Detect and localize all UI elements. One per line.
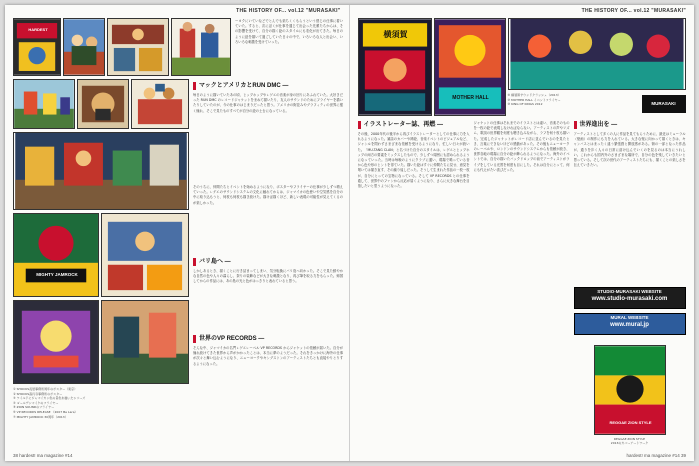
left-folio: 38 hardest! ma magazine #14 [13,453,73,458]
mural-url[interactable]: www.mural.jp [610,322,649,328]
right-folio: hardest! ma magazine #14 39 [626,453,686,458]
art-illustration-4 [171,18,231,76]
caption-3: ③ ワイルドにジャマイカン色の景色を描いたシリーズ [13,396,86,401]
left-body-column-d: しかしあるとき、描くことに行き詰まってしまい、気分転換にバリ島へ向かった。そこで見た鮮やかな自然の色や人々の暮らし、祭りの装飾などが大きな刺激となり、再び筆を取る力をもらった。帰国してからの作品には、あの島の光と色がはっきりと表れていると思う。 [193,269,343,284]
art-mighty-jamrock [13,213,99,297]
caption-1: ① SHOCKS長居事務所周年のポスター（東京） [13,387,78,391]
mural-label: MURAL WEBSITE [610,315,649,320]
heading-world: 世界進出を — [574,121,686,129]
caption-2: ② SHOCKS高円寺事務所のポスター [13,391,63,396]
caption-4: ④ ゴールデンマイクのフライヤー [13,400,59,405]
logo-badge-text: HARDEST [28,27,48,32]
art-illustration-2 [63,18,105,76]
mural-link-box[interactable] [574,313,686,335]
heading-rundmc: マックとアメリカとRUN DMC — [193,82,343,90]
left-page [5,5,350,461]
right-running-head: THE HISTORY OF... vol.12 "MURASAKI" [581,8,686,14]
heading-bari: バリ島へ — [193,258,343,266]
website-link-box[interactable] [574,287,686,309]
art-illustration-10 [13,300,99,384]
right-captions [508,93,638,115]
right-body-column-a: その後、2000年代の後半から再びイラストレーターとしての仕事に力を入れるようになった。雑誌のカバーや挿絵、音楽イベントのビジュアルなど、ジャンルを問わずさまざまな依頼を受けるようになり、忙しい日々が続いた。「MU-TANG CLAN」と名づけた自分のスタイルは、レゲエとヒップホップの両方の要素をミックスしたもので、少しずつ周囲にも認められるようになっていった。当時は毎晩のようにクラブに通い、現場で鳴っている音から色や形のヒントを得ていた。描いた絵はすぐに仲間たちに見せ、意見を聞いては描き直す、その繰り返しだった。そうして生まれた作品の一枚一枚が、自分にとっての宝物になっている。そして VP RECORDS との仕事を通して、世界中のファンから反応が届くようになり、さらに大きな舞台を目指したいと思うようになった。 [357,132,470,189]
heading-illustrator: イラストレーター誌、再燃 — [358,121,508,129]
art-reggae-zion-style [594,345,666,435]
magazine-spread [5,5,694,461]
art-king-of-kings [508,18,686,90]
mighty-jamrock-badge: MIGHTY JAMROCK [36,272,78,277]
right-body-column-b: ジャケットの仕事はそれまでのイラストとは違い、音楽そのものを一枚の絵で表現しなければならない。アーティストの声やリズム、歌詞の世界観を何度も聴き込みながら、ラフを何十枚も描いた。完成したジャケットがレコード店に並んでいるのを見たとき、言葉にできないほどの感動があった。その後もニューヨークのレーベルや、ロンドンのサウンドシステムからも依頼が続き、世界各地の現場に自分の絵が飾られるようになった。海外のイベントでは、自分の描いたバックドロップの前でアーティストがライブをしている光景を何度も目にした。それは自分にとって、何にも代えがたい喜びだった。 [473,121,570,172]
reggae-zion-title: REGGAE ZION STYLE [609,420,652,425]
yokosuka-title: 横須賀 [383,30,408,39]
left-body-column-c: そのうちに、仲間たちとイベントを始めるようになり、ポスターやフライヤーの仕事が少しずつ増えていった。レゲエのサウンドシステムの文化に触れてからは、ジャマイカの色使いや空気感を自分の中に取り込もうと、何枚も何枚も描き続けた。描けば描くほど、新しい表現の可能性が見えてくるのが楽しかった。 [193,185,343,205]
art-illustration-6 [77,79,129,129]
left-body-column-e: そんな中、ジャマイカの名門レゲエレーベル VP RECORDS からジャケットの依頼が届いた。自分が憧れ続けてきた世界から声がかかったことは、本当に夢のようだった。それをきっかけに海外の仕事が次々と舞い込むようになり、ニューヨークやキングストンのアーティストたちとも直接やりとりするようになった。 [193,346,343,366]
art-illustration-11 [101,300,189,384]
heading-vp: 世界のVP RECORDS — [193,335,343,343]
caption-7: ⑦ MIGHTY JAMROCK 30周年（2013） [13,414,68,419]
art-mother-hall-poster [434,18,506,116]
art-street-mural [13,132,189,210]
art-yokosuka-poster [358,18,432,116]
right-page [350,5,695,461]
caption-9: ⑨ MOTHER HALL イベントフライヤー [507,97,561,102]
left-body-column-b: 毎日のように描いていたあの頃、ヒップホップやレゲエの音楽が身の回りにあふれていた。大好きだった RUN DMC のレコードジャケットをまねて描いたり、友人のサウンドのためにフライヤーを描いたりしていたのが、今の仕事のはじまりだったと思う。アメリカの街並みやグラフィティの世界に強く憧れ、そこで見たものすべてが自分の絵の土台になっている。 [193,93,343,113]
art-illustration-9 [101,213,189,297]
website-label: STUDIO-MURASAKI WEBSITE [597,289,662,294]
caption-10: ⑩ KING OF KINGS 2012 [507,102,543,107]
right-body-column-c: アーティストとして多くの人に作品を見てもらうために、最近はミューラル（壁画）の制作にも力を入れている。大きな壁に向かって描くときは、キャンバスとはまったく違う緊張感と開放感がある。街の一部となった作品が、通りを歩く人々の日常に溶け込んでいくのを見るのは本当にうれしい。これからも国内外のさまざまな場所で、自分の色を残していきたいと思っている。そして次の世代のアーティストたちにも、描くことの楽しさを伝えていきたい。 [573,132,686,168]
caption-8: ⑧ 横須賀サウンドクラッシュ（2013） [507,93,561,97]
website-url[interactable]: www.studio-murasaki.com [591,296,668,302]
art-illustration-3 [107,18,169,76]
left-running-head: THE HISTORY OF... vol.12 "MURASAKI" [236,8,341,14]
art-illustration-5 [13,79,75,129]
art-illustration-7 [131,79,189,129]
reggae-zion-caption: REGGAE ZION STYLE 2013のカバーアートワーク [610,437,649,446]
caption-5: ⑤ ZION SOUNDのフライヤー [13,405,55,410]
left-captions [13,387,189,453]
mother-hall-badge: MOTHER HALL [452,95,489,101]
left-body-column-a: ーヨクにいていなどでとんでも楽ちくくもらうという感じの仕事に着いていた。すると、次にぼくが仕事を通じて出会った先輩たちからは、その影響を受けて、自分の描く絵のスタイルにも変化が出てきた。毎日のように絵を描いて過ごしていた日々の中で、いろいろな人と出会い、いろいろな刺激を受けていった。 [235,19,343,44]
murasaki-logo: MURASAKI [642,95,686,113]
art-hardest-logo-poster [13,18,61,76]
caption-6: ⑥ VP RECORDS RELEASE （2007 Be Lara） [13,409,78,414]
